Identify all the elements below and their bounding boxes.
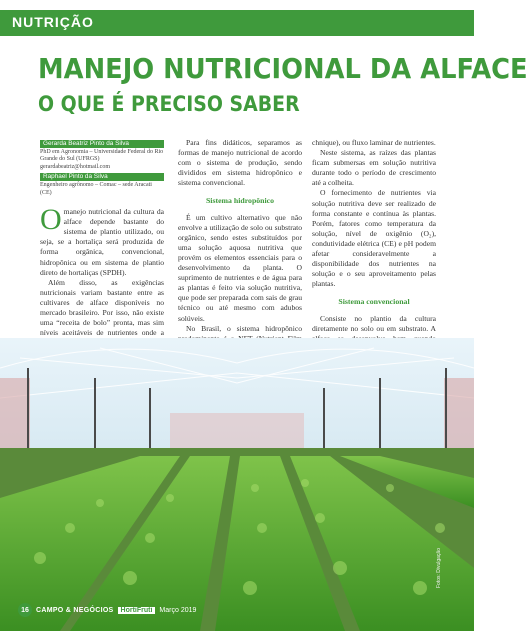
publication-date: Março 2019 [159,606,197,614]
article-title: MANEJO NUTRICIONAL DA ALFACE [38,52,528,85]
column-1 [40,138,164,358]
col3-paragraph-4: Consiste no plantio da cultura diretamente no solo ou em substrato. A [312,313,436,333]
article-subtitle: O QUE É PRECISO SABER [38,92,300,116]
section-label: NUTRIÇÃO [12,14,94,30]
page-footer [18,603,196,617]
col2-paragraph-2: É um cultivo alternativo que não envolve a utilização de solo ou substrato orgânico, sendo estes substituídos por uma solução aquosa nutritiva que provém os elementos essenciais para o desenvolvimento da planta. O suprimento de nutrientes e de água para as plantas é feito via solução nutritiva, que pode ser preparada com sais de grau técnico ou até mesmo com adubos solúveis. [178,212,302,323]
col3-paragraph-1: chnique), ou fluxo laminar de nutrientes. [312,138,436,147]
publication-name: CAMPO & NEGÓCIOS [36,606,114,614]
section-bar [0,10,474,36]
column-3 [312,138,436,354]
col2-paragraph-1: Para fins didáticos, separamos as formas de manejo nutricional de acordo com o sistema de produção, sendo divididos em sistema hidropônico e sistema convencional. [178,138,302,188]
col1-paragraph-1 [40,203,164,278]
publication-brand: HortiFruti [118,607,156,614]
col1-paragraph-2: Além disso, as exigências nutricionais variam bastante entre as cultivares de alface disponíveis no mercado brasileiro. Por isso, não existe uma “receita de bolo” pronta, mas sim níveis aceitáveis de nutrientes onde a [40,277,164,338]
greenhouse-photo [0,338,474,631]
drop-cap: O [40,203,62,237]
page-number: 16 [18,603,32,617]
col3-paragraph-2: Neste sistema, as raízes das plantas ficam submersas em solução nutritiva durante todo o período de crescimento até a colheita. [312,148,436,188]
author-email-1[interactable]: gerardabeatriz@hotmail.com [40,163,110,170]
author-info-1 [40,149,164,171]
heading-sistema-hidroponico: Sistema hidropônico [205,196,275,206]
greenhouse-illustration [0,338,474,631]
author-name-1: Gerarda Beatriz Pinto da Silva [40,140,164,148]
column-2 [178,138,302,354]
col2-paragraph-3: No Brasil, o sistema hidropônico [186,323,302,333]
photo-credit: Fotos: Divulgação [436,548,442,589]
author-affiliation-1: PhD em Agronomia – Universidade Federal do Rio Grande do Sul (UFRGS) [40,149,164,163]
heading-sistema-convencional: Sistema convencional [338,297,410,307]
col3-paragraph-3: O fornecimento de nutrientes via solução nutritiva deve ser realizado de forma constante e contínua às plantas. Porém, fatores como temperatura da solução, nível de oxigênio (O₂), condutividade elétrica (CE) e pH podem afetar consideravelmente a disponibilidade dos nutrientes na solução e o seu aproveitamento pelas plantas. [312,188,436,289]
author-info-2: Engenheiro agrônomo – Comac – sede Aracati (CE) [40,182,152,196]
author-name-2: Raphael Pinto da Silva [40,173,164,181]
col1-paragraph-1-text: manejo nutricional da cultura da alface depende bastante do sistema de plantio utilizado, ou seja, se a hortaliça será produzida de forma orgânica, convencional, hidropônica ou em sistema de plantio direto de hortaliças (SPDH). [40,207,164,277]
